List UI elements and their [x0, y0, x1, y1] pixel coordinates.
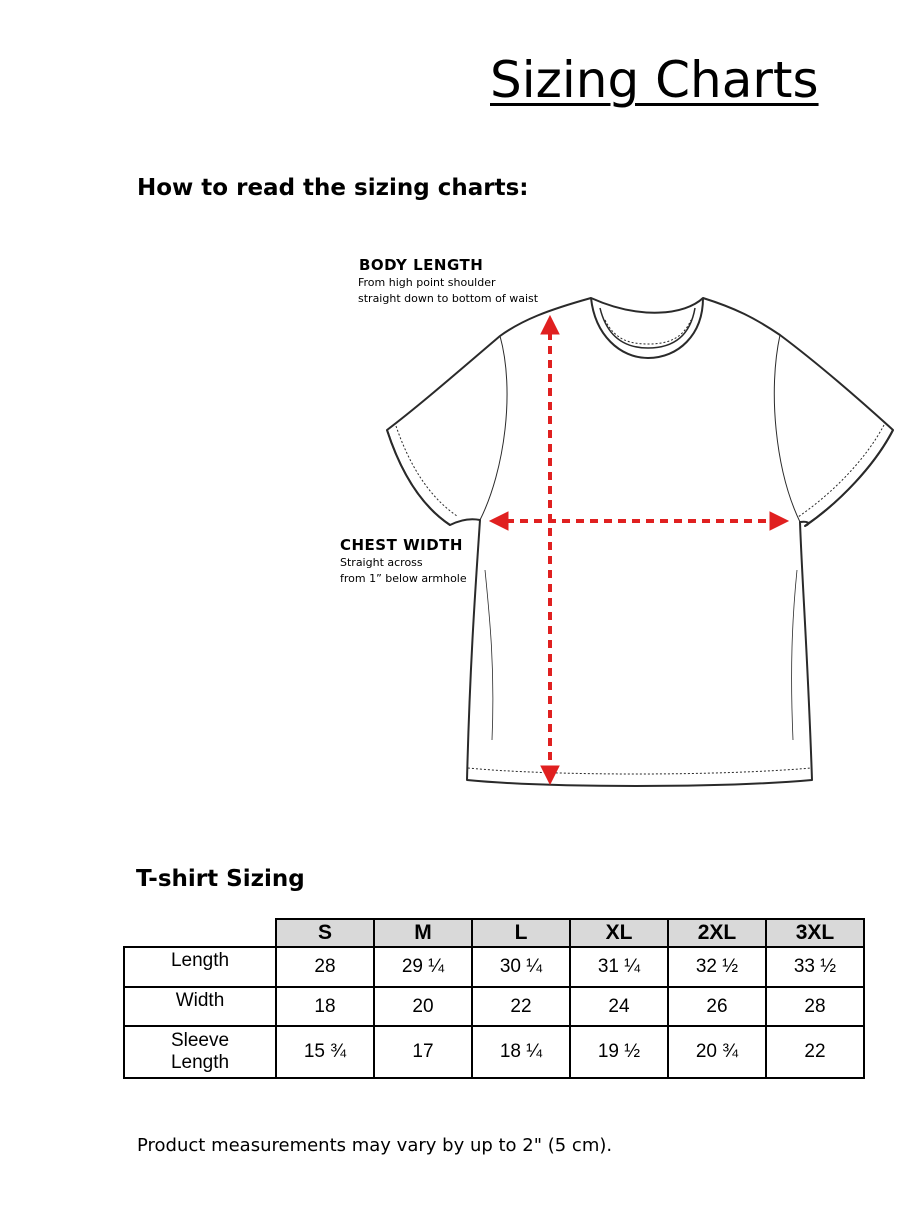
chest-width-line2: from 1” below armhole	[340, 572, 467, 585]
body-length-heading: BODY LENGTH	[359, 256, 484, 274]
row-label: Width	[124, 987, 276, 1026]
size-header: 3XL	[766, 919, 864, 947]
table-cell: 32 ½	[668, 947, 766, 987]
table-cell: 29 ¼	[374, 947, 472, 987]
table-cell: 31 ¼	[570, 947, 668, 987]
table-cell: 30 ¼	[472, 947, 570, 987]
size-header: L	[472, 919, 570, 947]
tshirt-diagram	[300, 240, 920, 830]
body-length-line2: straight down to bottom of waist	[358, 292, 539, 305]
table-cell: 22	[766, 1026, 864, 1078]
table-cell: 28	[276, 947, 374, 987]
size-header-row	[124, 919, 864, 947]
measurement-note: Product measurements may vary by up to 2" (5 cm).	[137, 1135, 613, 1156]
table-cell: 22	[472, 987, 570, 1026]
size-table	[123, 918, 865, 1079]
row-label	[124, 1026, 276, 1078]
row-label-line: Length	[170, 1052, 230, 1073]
table-cell: 33 ½	[766, 947, 864, 987]
table-cell: 15 ¾	[276, 1026, 374, 1078]
row-label: Length	[124, 947, 276, 987]
table-cell: 24	[570, 987, 668, 1026]
size-header: S	[276, 919, 374, 947]
chest-width-heading: CHEST WIDTH	[340, 536, 463, 554]
table-cell: 20	[374, 987, 472, 1026]
table-row	[124, 1026, 864, 1078]
body-length-line1: From high point shoulder	[358, 276, 496, 289]
table-cell: 19 ½	[570, 1026, 668, 1078]
table-row	[124, 947, 864, 987]
size-header: 2XL	[668, 919, 766, 947]
table-cell: 18	[276, 987, 374, 1026]
tshirt-sizing-heading: T-shirt Sizing	[136, 866, 305, 892]
table-cell: 18 ¼	[472, 1026, 570, 1078]
table-corner	[124, 919, 276, 947]
how-to-heading: How to read the sizing charts:	[137, 175, 529, 201]
table-cell: 20 ¾	[668, 1026, 766, 1078]
size-header: XL	[570, 919, 668, 947]
row-label-line: Sleeve	[170, 1030, 230, 1051]
tshirt-illustration	[300, 240, 920, 830]
table-cell: 17	[374, 1026, 472, 1078]
chest-width-line1: Straight across	[340, 556, 423, 569]
table-row	[124, 987, 864, 1026]
page-title: Sizing Charts	[490, 51, 819, 109]
table-cell: 28	[766, 987, 864, 1026]
size-header: M	[374, 919, 472, 947]
table-cell: 26	[668, 987, 766, 1026]
